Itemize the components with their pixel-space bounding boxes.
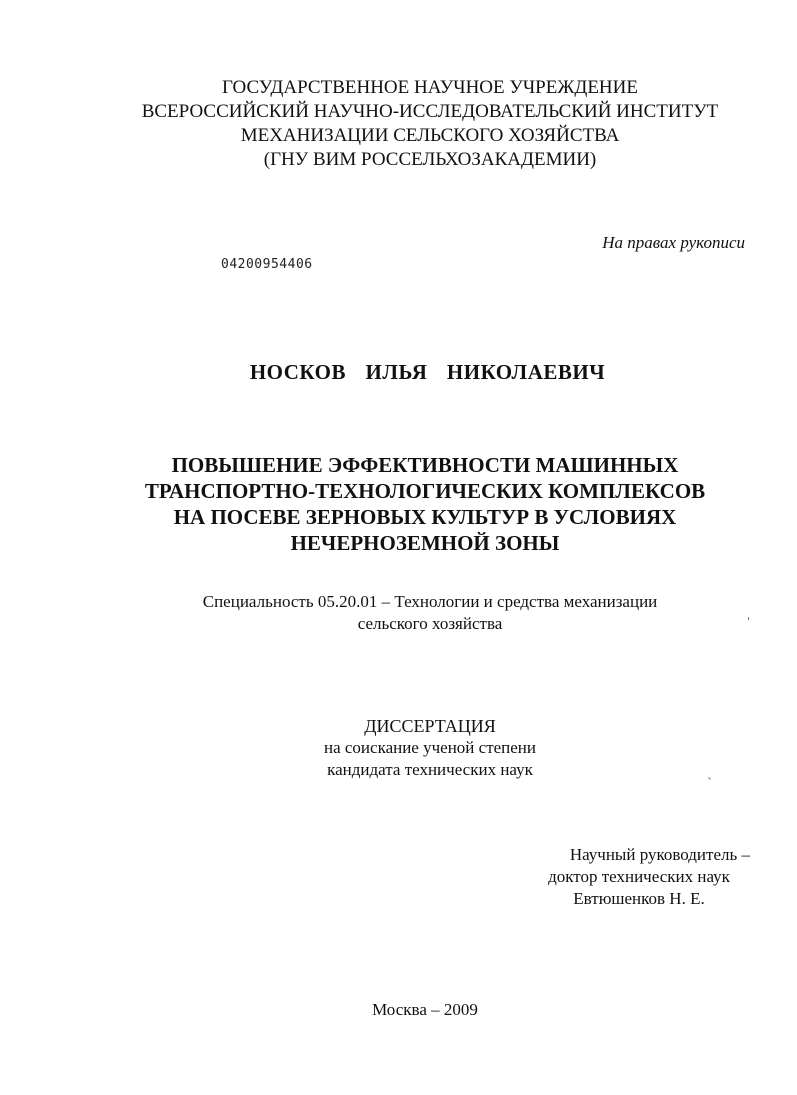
institution-line-4: (ГНУ ВИМ РОССЕЛЬХОЗАКАДЕМИИ) xyxy=(263,149,597,170)
institution-line-1: ГОСУДАРСТВЕННОЕ НАУЧНОЕ УЧРЕЖДЕНИЕ xyxy=(222,77,638,98)
supervisor-line-3: Евтюшенков Н. Е. xyxy=(573,889,705,908)
institution-line-3: МЕХАНИЗАЦИИ СЕЛЬСКОГО ХОЗЯЙСТВА xyxy=(240,125,620,146)
title-line-4: НЕЧЕРНОЗЕМНОЙ ЗОНЫ xyxy=(290,531,560,555)
scan-speck xyxy=(748,617,749,620)
institution-header xyxy=(40,76,797,172)
title-line-2: ТРАНСПОРТНО-ТЕХНОЛОГИЧЕСКИХ КОМПЛЕКСОВ xyxy=(144,479,706,503)
degree-line-1: на соискание ученой степени xyxy=(323,738,537,757)
institution-line-2: ВСЕРОССИЙСКИЙ НАУЧНО-ИССЛЕДОВАТЕЛЬСКИЙ ИНСТИТУТ xyxy=(141,101,719,122)
title-line-3: НА ПОСЕВЕ ЗЕРНОВЫХ КУЛЬТУР В УСЛОВИЯХ xyxy=(173,505,677,529)
specialty-line-1: Специальность 05.20.01 – Технологии и средства механизации xyxy=(202,592,658,611)
scan-speck xyxy=(708,777,711,780)
specialty xyxy=(120,591,740,635)
title-line-1: ПОВЫШЕНИЕ ЭФФЕКТИВНОСТИ МАШИННЫХ xyxy=(171,453,679,477)
degree-line-2: кандидата технических наук xyxy=(327,760,533,779)
supervisor-block xyxy=(528,844,750,910)
supervisor-line-1: Научный руководитель – xyxy=(569,845,750,864)
manuscript-note: На правах рукописи xyxy=(602,233,745,252)
place-and-year: Москва – 2009 xyxy=(372,1000,478,1019)
degree-block xyxy=(240,715,620,781)
author-name: НОСКОВ ИЛЬЯ НИКОЛАЕВИЧ xyxy=(249,360,606,384)
catalog-code: 04200954406 xyxy=(221,257,313,272)
dissertation-title xyxy=(120,452,730,556)
degree-heading: ДИССЕРТАЦИЯ xyxy=(364,716,496,736)
specialty-line-2: сельского хозяйства xyxy=(357,614,503,633)
supervisor-line-2: доктор технических наук xyxy=(548,867,730,886)
